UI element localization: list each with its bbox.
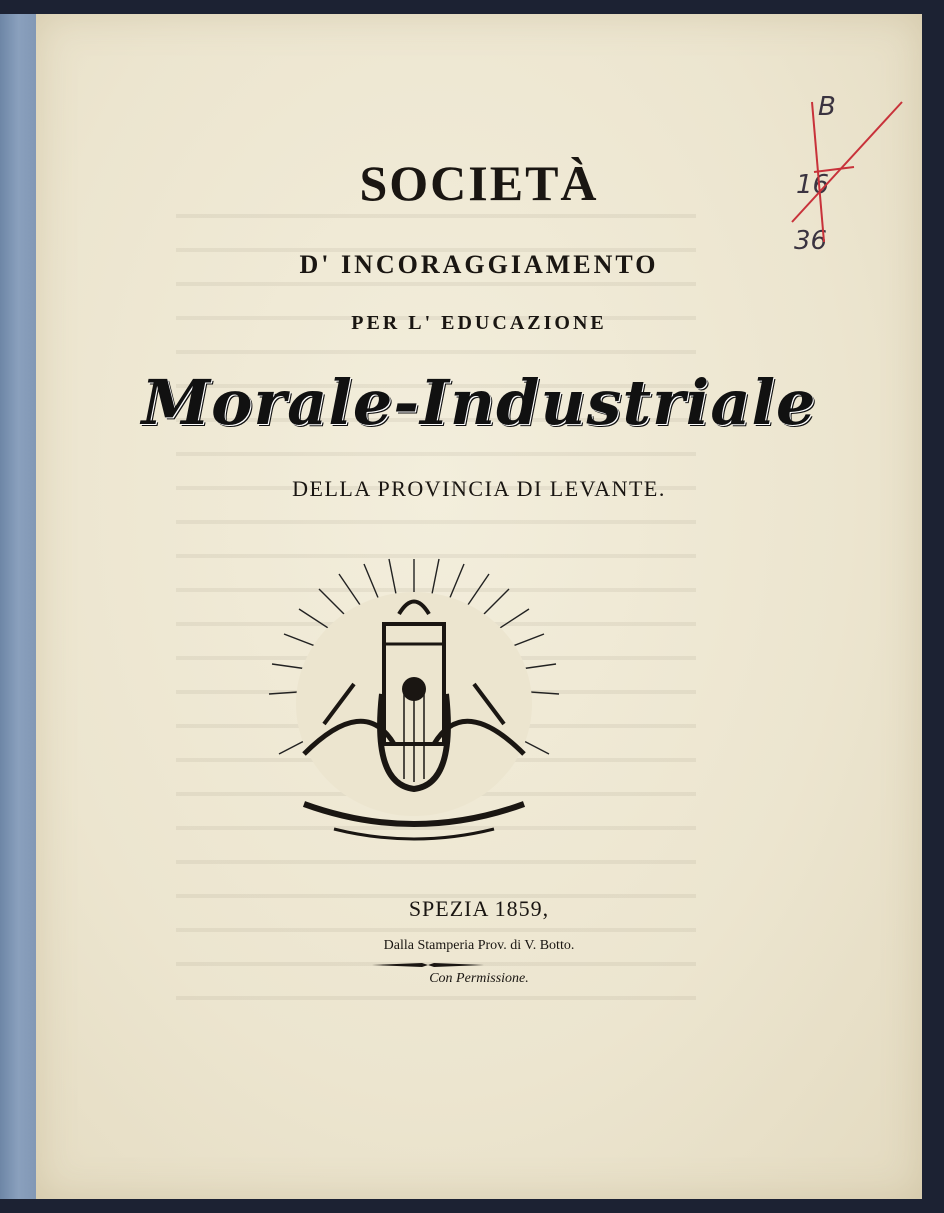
title-incoraggiamento: D' INCORAGGIAMENTO — [299, 250, 659, 279]
shelfmark-line-1: B — [818, 92, 836, 122]
title-morale-industriale: Morale-Industriale — [141, 366, 817, 439]
place-year: SPEZIA 1859, — [408, 896, 550, 921]
title-page — [36, 14, 922, 1199]
ornamental-divider — [372, 962, 484, 968]
lyre-emblem-icon — [264, 554, 564, 854]
red-strike-marks — [784, 92, 904, 272]
title-societa: SOCIETÀ — [359, 155, 599, 211]
title-educazione: PER L' EDUCAZIONE — [351, 312, 607, 334]
printer-line: Dalla Stamperia Prov. di V. Botto. — [383, 938, 575, 953]
title-provincia: DELLA PROVINCIA DI LEVANTE. — [292, 476, 666, 501]
permission-line: Con Permissione. — [429, 971, 529, 986]
shelfmark-line-2: 16 — [796, 170, 830, 200]
shelfmark-line-3: 36 — [794, 226, 828, 256]
handwritten-shelfmark — [784, 92, 904, 272]
